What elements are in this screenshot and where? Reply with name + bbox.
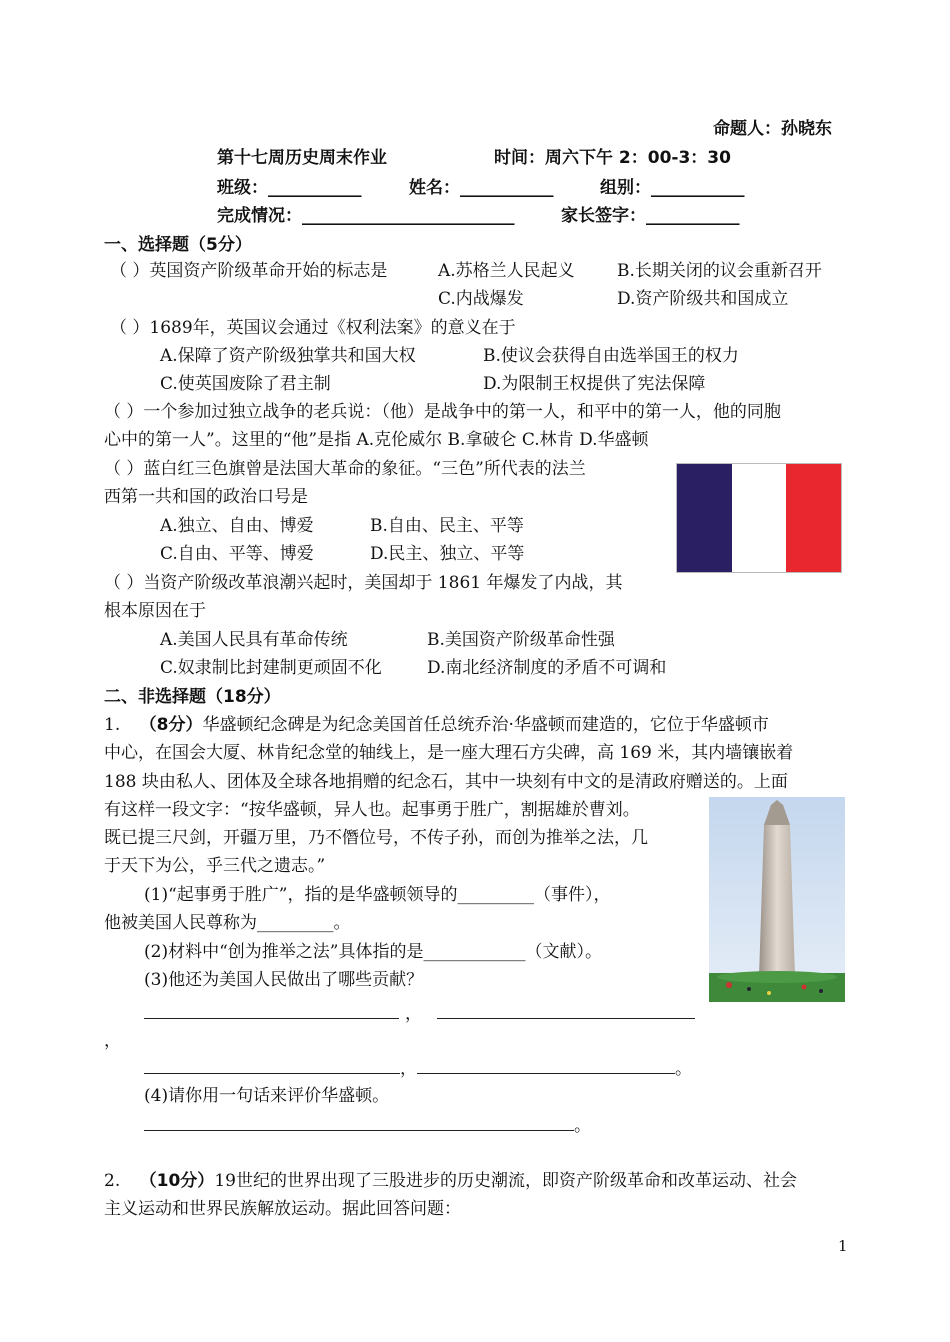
- s2q2-number: 2.: [104, 1171, 121, 1191]
- class-field: 班级：___________: [217, 178, 362, 198]
- answer-line-3b[interactable]: ， 。: [144, 1055, 692, 1081]
- s2q1-text: 华盛顿纪念碑是为纪念美国首任总统乔治·华盛顿而建造的，它位于华盛顿市: [202, 715, 769, 735]
- s2q1-sub4: (4)请你用一句话来评价华盛顿。: [144, 1086, 390, 1106]
- q2-option-d: D.为限制王权提供了宪法保障: [483, 374, 706, 394]
- section2-title: 二、非选择题（18分）: [104, 687, 281, 707]
- section1-title: 一、选择题（5分）: [104, 235, 252, 255]
- s2q2-line1: [104, 1169, 797, 1193]
- q2-option-a: A.保障了资产阶级独掌共和国大权: [160, 346, 416, 366]
- s2q1-line4: 有这样一段文字：“按华盛顿，异人也。起事勇于胜广，割据雄於曹刘。: [104, 800, 640, 820]
- q4-option-c: C.自由、平等、博爱: [160, 544, 314, 564]
- q1-option-a: A.苏格兰人民起义: [438, 261, 575, 281]
- s2q1-line1: [104, 713, 769, 737]
- q5-option-d: D.南北经济制度的矛盾不可调和: [427, 658, 667, 678]
- completion-field: 完成情况：_________________________: [217, 206, 515, 226]
- q1-option-c: C.内战爆发: [438, 289, 524, 309]
- answer-line-4[interactable]: 。: [144, 1112, 591, 1138]
- q4-option-a: A.独立、自由、博爱: [160, 516, 314, 536]
- q4-line1: （ ）蓝白红三色旗曾是法国大革命的象征。“三色”所代表的法兰: [104, 459, 586, 479]
- q4-line2: 西第一共和国的政治口号是: [104, 487, 308, 507]
- q1-option-b: B.长期关闭的议会重新召开: [617, 261, 822, 281]
- s2q2-score: （10分）: [139, 1171, 215, 1191]
- answer-comma: ，: [104, 1031, 121, 1051]
- answer-line-3a[interactable]: ，: [144, 1000, 695, 1026]
- s2q1-sub1b: 他被美国人民尊称为_________。: [104, 913, 351, 933]
- q3-line1: （ ）一个参加过独立战争的老兵说：（他）是战争中的第一人，和平中的第一人，他的同胞: [104, 402, 781, 422]
- s2q1-sub1a: (1)“起事勇于胜广”，指的是华盛顿领导的_________（事件），: [144, 885, 611, 905]
- s2q1-sub2: (2)材料中“创为推举之法”具体指的是____________（文献）。: [144, 942, 602, 962]
- q3-line2: 心中的第一人”。这里的“他”是指 A.克伦威尔 B.拿破仑 C.林肯 D.华盛顿: [104, 430, 649, 450]
- author-line: 命题人：孙晓东: [713, 119, 832, 139]
- q2-option-b: B.使议会获得自由选举国王的权力: [483, 346, 739, 366]
- q2-stem: （ ）1689年，英国议会通过《权利法案》的意义在于: [110, 318, 516, 338]
- q5-option-b: B.美国资产阶级革命性强: [427, 630, 615, 650]
- page-title: 第十七周历史周末作业: [217, 148, 387, 168]
- s2q1-sub3: (3)他还为美国人民做出了哪些贡献？: [144, 970, 424, 990]
- washington-monument-image: [709, 797, 845, 1002]
- s2q1-score: （8分）: [139, 715, 203, 735]
- q5-line1: （ ）当资产阶级改革浪潮兴起时，美国却于 1861 年爆发了内战，其: [104, 573, 623, 593]
- time-line: 时间：周六下午 2：00-3：30: [494, 148, 731, 168]
- q1-stem: （ ）英国资产阶级革命开始的标志是: [110, 261, 388, 281]
- s2q2-line2: 主义运动和世界民族解放运动。据此回答问题：: [104, 1199, 461, 1219]
- s2q1-line5: 既已提三尺剑，开疆万里，乃不僭位号，不传子孙，而创为推举之法，几: [104, 828, 648, 848]
- flag-white-stripe: [732, 464, 787, 572]
- french-flag-image: [676, 463, 842, 573]
- flag-red-stripe: [786, 464, 841, 572]
- q4-option-b: B.自由、民主、平等: [370, 516, 524, 536]
- s2q2-text: 19世纪的世界出现了三股进步的历史潮流，即资产阶级革命和改革运动、社会: [214, 1171, 797, 1191]
- q5-option-a: A.美国人民具有革命传统: [160, 630, 348, 650]
- q5-line2: 根本原因在于: [104, 601, 206, 621]
- q2-option-c: C.使英国废除了君主制: [160, 374, 331, 394]
- q4-option-d: D.民主、独立、平等: [370, 544, 525, 564]
- s2q1-line3: 188 块由私人、团体及全球各地捐赠的纪念石，其中一块刻有中文的是清政府赠送的。上面: [104, 772, 788, 792]
- monument-illustration: [709, 797, 845, 1002]
- name-field: 姓名：___________: [409, 178, 554, 198]
- group-field: 组别：___________: [600, 178, 745, 198]
- parent-signature-field: 家长签字：___________: [561, 206, 740, 226]
- page-number: 1: [838, 1237, 848, 1255]
- q5-option-c: C.奴隶制比封建制更顽固不化: [160, 658, 382, 678]
- s2q1-line2: 中心，在国会大厦、林肯纪念堂的轴线上，是一座大理石方尖碑，高 169 米，其内墙镶嵌着: [104, 743, 794, 763]
- q1-option-d: D.资产阶级共和国成立: [617, 289, 789, 309]
- s2q1-number: 1.: [104, 715, 121, 735]
- flag-blue-stripe: [677, 464, 732, 572]
- s2q1-line6: 于天下为公，乎三代之遗志。”: [104, 856, 326, 876]
